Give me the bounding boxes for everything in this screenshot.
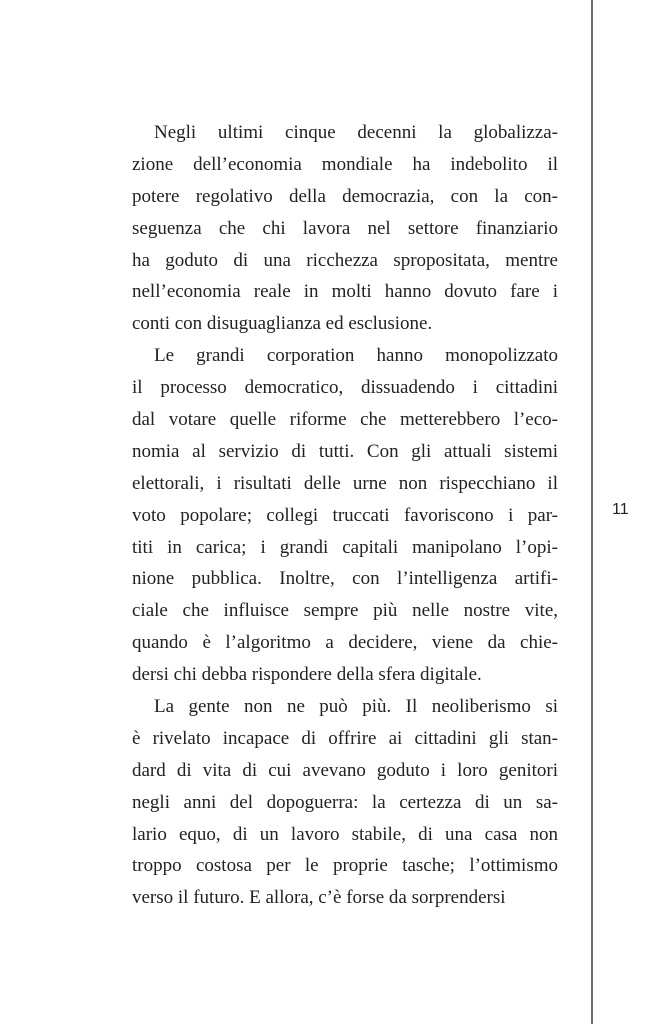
text-line: ha goduto di una ricchezza spropositata, mentre: [132, 249, 558, 271]
text-line: La gente non ne può più. Il neoliberismo si: [154, 696, 558, 718]
body-text: [132, 117, 558, 914]
text-line: lario equo, di un lavoro stabile, di una casa non: [132, 823, 558, 845]
paragraph-2: [132, 340, 558, 691]
text-line: nell’economia reale in molti hanno dovuto fare i: [132, 281, 558, 303]
text-line: zione dell’economia mondiale ha indebolito il: [132, 153, 558, 175]
text-line: nione pubblica. Inoltre, con l’intelligenza artifi-: [132, 568, 558, 590]
text-line: dal votare quelle riforme che metterebbero l’eco-: [132, 409, 558, 431]
text-line: elettorali, i risultati delle urne non rispecchiano il: [132, 472, 558, 494]
text-line: titi in carica; i grandi capitali manipolano l’opi-: [132, 536, 558, 558]
text-line: seguenza che chi lavora nel settore finanziario: [132, 217, 558, 239]
text-line: verso il futuro. E allora, c’è forse da sorprendersi: [132, 887, 506, 909]
text-line: è rivelato incapace di offrire ai cittadini gli stan-: [132, 727, 558, 749]
text-line: Le grandi corporation hanno monopolizzato: [154, 345, 558, 367]
page-edge-rule: [591, 0, 593, 1024]
text-line: nomia al servizio di tutti. Con gli attuali sistemi: [132, 440, 558, 462]
text-line: il processo democratico, dissuadendo i cittadini: [132, 377, 558, 399]
text-line: voto popolare; collegi truccati favoriscono i par-: [132, 504, 558, 526]
text-line: potere regolativo della democrazia, con la con-: [132, 185, 558, 207]
text-line: negli anni del dopoguerra: la certezza di un sa-: [132, 791, 558, 813]
text-line: ciale che influisce sempre più nelle nostre vite,: [132, 600, 558, 622]
paragraph-3: [132, 691, 558, 914]
paragraph-1: [132, 117, 558, 340]
text-line: dersi chi debba rispondere della sfera digitale.: [132, 664, 482, 686]
page-number: 11: [612, 501, 629, 518]
text-line: troppo costosa per le proprie tasche; l’ottimismo: [132, 855, 558, 877]
text-line: quando è l’algoritmo a decidere, viene da chie-: [132, 632, 558, 654]
text-line: dard di vita di cui avevano goduto i loro genitori: [132, 759, 558, 781]
text-line: Negli ultimi cinque decenni la globalizza-: [154, 122, 558, 143]
text-line: conti con disuguaglianza ed esclusione.: [132, 313, 433, 335]
